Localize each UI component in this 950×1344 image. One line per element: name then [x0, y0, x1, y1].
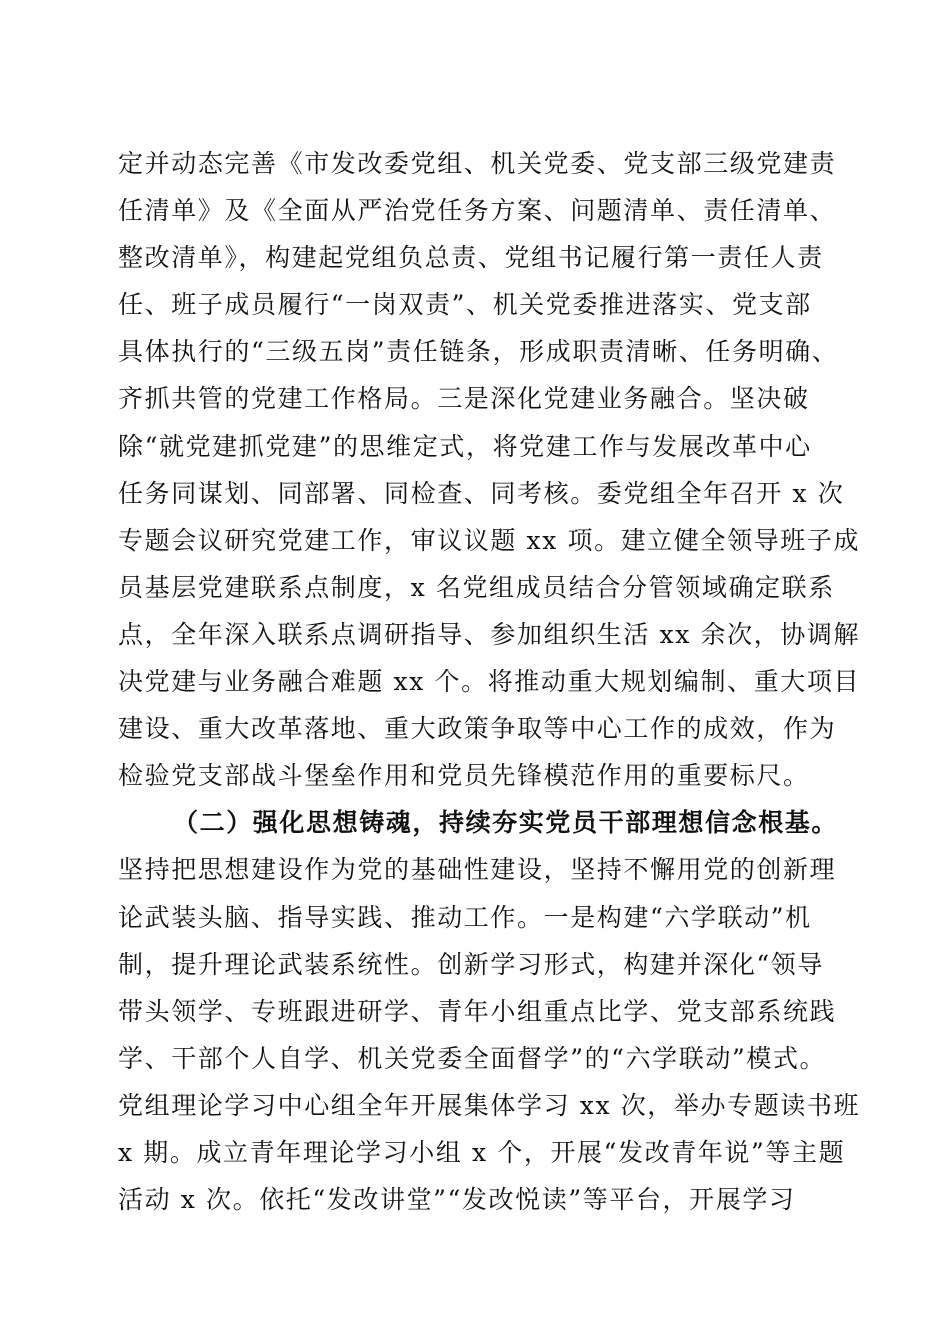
body-text: [118, 140, 861, 1223]
text-line: 学、干部个人自学、机关党委全面督学”的“六学联动”模式。: [118, 1043, 827, 1073]
text-line: 定并动态完善《市发改委党组、机关党委、党支部三级党建责: [118, 149, 837, 178]
text-line: 员基层党建联系点制度，x 名党组成员结合分管领域确定联系: [118, 572, 835, 602]
text-line: 建设、重大改革落地、重大政策争取等中心工作的成效，作为: [118, 714, 837, 744]
text-line: 专题会议研究党建工作，审议议题 xx 项。建立健全领导班子成: [118, 525, 861, 555]
text-line: 除“就党建抓党建”的思维定式，将党建工作与发展改革中心: [118, 431, 812, 461]
text-line: 带头领学、专班跟进研学、青年小组重点比学、党支部系统践: [118, 996, 837, 1026]
text-line: 党组理论学习中心组全年开展集体学习 xx 次，举办专题读书班: [118, 1090, 861, 1120]
text-line: 任务同谋划、同部署、同检查、同考核。委党组全年召开 x 次: [118, 478, 845, 508]
text-line: 任清单》及《全面从严治党任务方案、问题清单、责任清单、: [118, 196, 837, 226]
text-line: 任、班子成员履行“一岗双责”、机关党委推进落实、党支部: [118, 290, 812, 320]
text-line: 制，提升理论武装系统性。创新学习形式，构建并深化“领导: [118, 949, 824, 979]
text-line: 齐抓共管的党建工作格局。三是深化党建业务融合。坚决破: [118, 384, 810, 414]
text-line: 点，全年深入联系点调研指导、参加组织生活 xx 余次，协调解: [118, 619, 861, 649]
text-line: 坚持把思想建设作为党的基础性建设，坚持不懈用党的创新理: [118, 855, 837, 885]
text-line: 具体执行的“三级五岗”责任链条，形成职责清晰、任务明确、: [118, 337, 839, 367]
text-line: 检验党支部战斗堡垒作用和党员先锋模范作用的重要标尺。: [118, 761, 810, 791]
text-line: 决党建与业务融合难题 xx 个。将推动重大规划编制、重大项目: [118, 667, 861, 697]
text-line: 整改清单》，构建起党组负总责、党组书记履行第一责任人责: [118, 243, 824, 273]
text-line: 论武装头脑、指导实践、推动工作。一是构建“六学联动”机: [118, 902, 812, 932]
text-line: 活动 x 次。依托“发改讲堂”“发改悦读”等平台，开展学习: [118, 1185, 796, 1215]
text-line: x 期。成立青年理论学习小组 x 个，开展“发改青年说”等主题: [118, 1137, 846, 1167]
section-heading: （二）强化思想铸魂，持续夯实党员干部理想信念根基。: [173, 808, 839, 838]
